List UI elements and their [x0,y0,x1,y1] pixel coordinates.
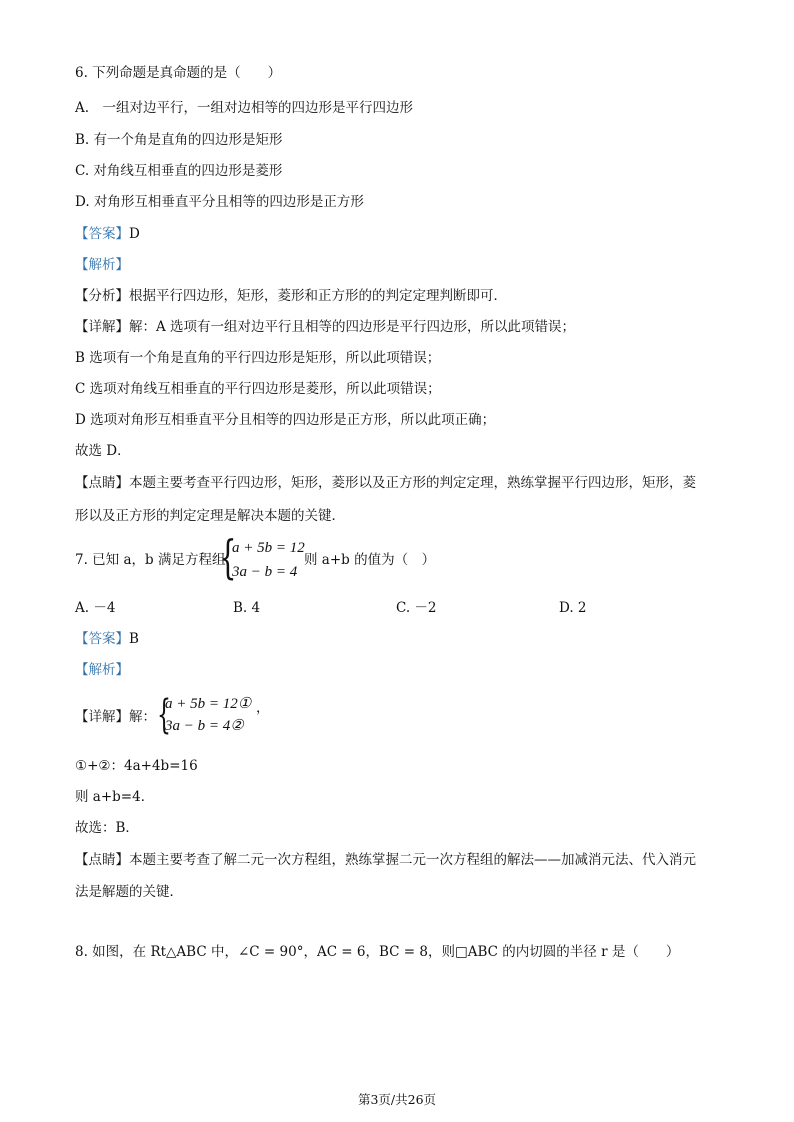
q6-xiangjie-line-3: C 选项对角线互相垂直的平行四边形是菱形，所以此项错误； [75,381,441,397]
q6-option-a: A. 一组对边平行，一组对边相等的四边形是平行四边形 [75,100,414,116]
q6-dianjing-text-1: 本题主要考查平行四边形，矩形，菱形以及正方形的判定定理，熟练掌握平行四边形，矩形，菱 [129,475,696,491]
q7-option-c: C. －2 [396,600,437,616]
q7-sys1: a + 5b = 12① [165,696,252,712]
answer-tag: 【答案】 [75,631,129,647]
q7-analysis-tag: 【解析】 [75,662,129,678]
q6-xiangjie-line-4: D 选项对角形互相垂直平分且相等的四边形是正方形，所以此项正确； [75,412,496,428]
q7-stem-pre: 7. 已知 a，b 满足方程组 [75,552,226,568]
q6-xiangjie-line-5: 故选 D． [75,443,131,459]
q6-option-c: C. 对角线互相垂直的四边形是菱形 [75,163,283,179]
q7-dianjing-line-2: 法是解题的关键． [75,884,183,900]
q7-option-d: D. 2 [559,600,587,616]
q7-eq2: 3a − b = 4 [232,564,298,580]
q7-option-a: A. －4 [75,600,116,616]
q7-xiangjie-line [75,708,156,726]
q6-xiangjie-text-1: 解：A 选项有一组对边平行且相等的四边形是平行四边形，所以此项错误； [129,319,576,335]
q6-xiangjie-line-1 [75,318,575,336]
q6-dianjing-line-2: 形以及正方形的判定定理是解决本题的关键． [75,508,345,524]
q7-stem-post: 则 a+b 的值为（ ） [304,552,436,568]
q7-dianjing-line-1 [75,851,696,869]
q6-fenxi: 根据平行四边形，矩形，菱形和正方形的的判定定理判断即可． [129,288,507,304]
q7-eq1: a + 5b = 12 [232,540,305,556]
xiangjie-tag: 【详解】 [75,709,129,725]
q7-step-1: ①+②：4a+4b=16 [75,758,198,774]
q6-analysis-tag: 【解析】 [75,257,129,273]
q7-dianjing-text-1: 本题主要考查了解二元一次方程组，熟练掌握二元一次方程组的解法——加减消元法、代入消元 [129,852,696,868]
q7-step-2: 则 a+b=4． [75,789,155,805]
answer-tag: 【答案】 [75,226,129,242]
dianjing-tag: 【点睛】 [75,852,129,868]
q6-dianjing-line-1 [75,474,696,492]
q6-answer-line [75,225,140,243]
q7-brace: { [219,530,237,584]
q6-xiangjie-line-2: B 选项有一个角是直角的平行四边形是矩形，所以此项错误； [75,350,441,366]
q6-option-b: B. 有一个角是直角的四边形是矩形 [75,132,283,148]
q7-option-b: B. 4 [233,600,261,616]
q7-sys2: 3a − b = 4② [165,718,244,734]
q7-comma: ， [256,700,270,716]
q7-answer: B [129,631,139,647]
dianjing-tag: 【点睛】 [75,475,129,491]
q7-xiangjie-pre: 解： [129,709,156,725]
q8-stem: 8. 如图，在 Rt△ABC 中，∠C = 90°，AC = 6，BC = 8，则□ABC 的内切圆的半径 r 是（ ） [75,944,680,960]
xiangjie-tag: 【详解】 [75,319,129,335]
q7-sys-brace: { [157,692,171,738]
q7-step-3: 故选：B． [75,820,139,836]
q7-answer-line [75,630,139,648]
fenxi-tag: 【分析】 [75,288,129,304]
q6-option-d: D. 对角形互相垂直平分且相等的四边形是正方形 [75,194,364,210]
page-footer: 第3页/共26页 [357,1092,437,1107]
q6-stem: 6. 下列命题是真命题的是（ ） [75,65,282,81]
q6-fenxi-line [75,287,507,305]
q6-answer: D [129,226,140,242]
